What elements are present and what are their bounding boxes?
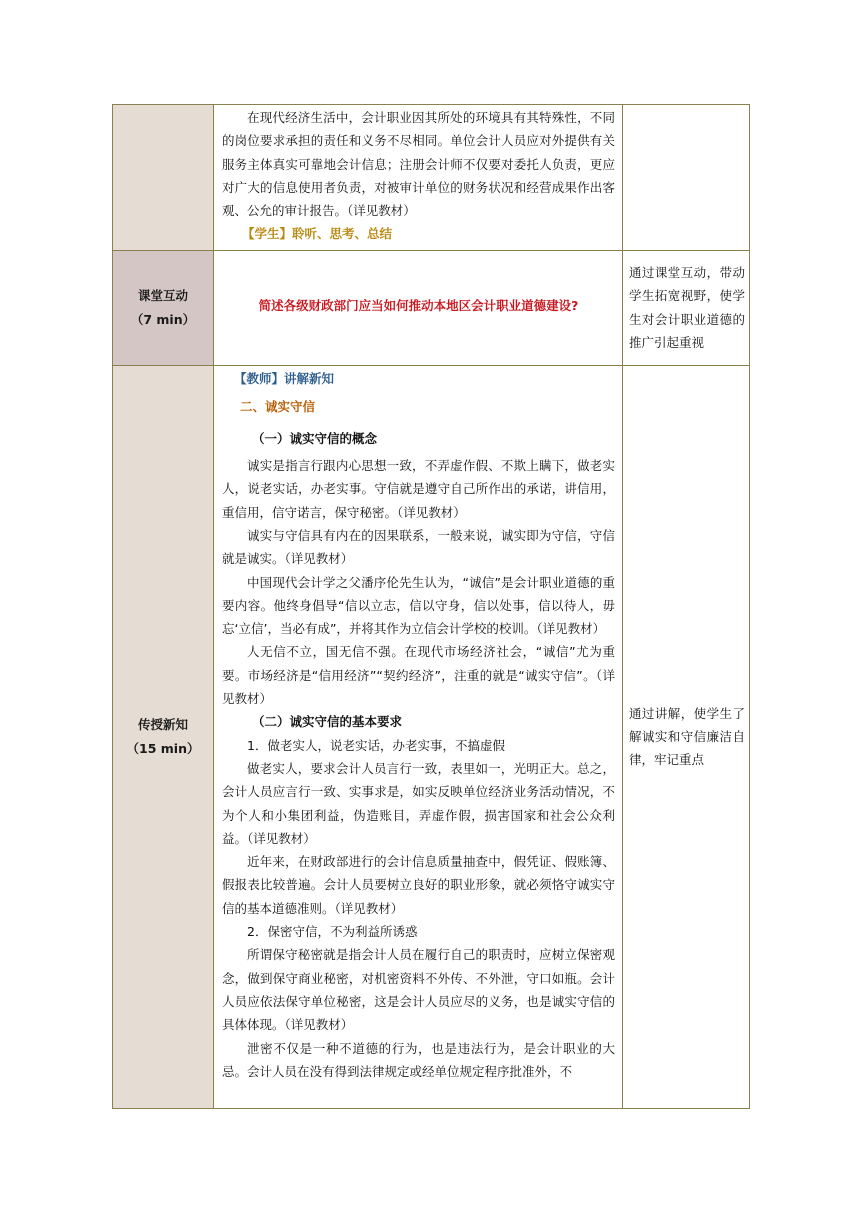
list-item: 1．做老实人，说老实话，办老实事，不搞虚假 [247, 737, 505, 753]
section-label-cell [113, 250, 214, 365]
teaching-note: 通过课堂互动，带动学生拓宽视野，使学生对会计职业道德的推广引起重视 [629, 265, 745, 351]
subheading: （二）诚实守信的基本要求 [252, 714, 403, 730]
content-cell [214, 105, 623, 251]
intro-paragraph: 在现代经济生活中，会计职业因其所处的环境具有其特殊性，不同的岗位要求承担的责任和义务不尽相同。单位会计人员应对外提供有关服务主体真实可靠地会计信息；注册会计师不仅要对委托人负责，更应对广大的信息使用者负责，对被审计单位的财务状况和经营成果作出客观、公允的审计报告。（详见教材） [222, 110, 615, 219]
paragraph: 泄密不仅是一种不道德的行为，也是违法行为，是会计职业的大忌。会计人员在没有得到法律规定或经单位规定程序批准外，不 [222, 1040, 615, 1079]
content-cell [214, 250, 623, 365]
student-tag: 【学生】聆听、思考、总结 [242, 226, 393, 242]
table-row [113, 365, 750, 1108]
paragraph: 所谓保守秘密就是指会计人员在履行自己的职责时，应树立保密观念，做到保守商业秘密，对机密资料不外传、不外泄，守口如瓶。会计人员应依法保守单位秘密，这是会计人员应尽的义务，也是诚实守信的具体体现。（详见教材） [222, 947, 615, 1033]
paragraph: 做老实人，要求会计人员言行一致，表里如一，光明正大。总之，会计人员应言行一致、实事求是，如实反映单位经济业务活动情况，不为个人和小集团利益，伪造账目，弄虚作假，损害国家和社会公众利益。（详见教材） [222, 760, 615, 846]
discussion-question: 简述各级财政部门应当如何推动本地区会计职业道德建设? [258, 298, 579, 314]
list-item: 2．保密守信，不为利益所诱惑 [247, 924, 418, 940]
subheading: （一）诚实守信的概念 [252, 431, 378, 447]
paragraph: 人无信不立，国无信不强。在现代市场经济社会，“诚信”尤为重要。市场经济是“信用经济”“契约经济”，注重的就是“诚实守信”。（详见教材） [222, 644, 615, 707]
teaching-note: 通过讲解，使学生了解诚实和守信廉洁自律，牢记重点 [629, 705, 745, 768]
teacher-tag: 【教师】讲解新知 [234, 370, 335, 386]
section-duration: （15 min） [126, 740, 200, 756]
content-cell [214, 365, 623, 1108]
section-title: 传授新知 [137, 716, 188, 732]
note-cell [623, 105, 750, 251]
lesson-plan-table [112, 104, 750, 1109]
section-duration: （7 min） [130, 311, 196, 327]
section-title: 课堂互动 [137, 287, 188, 303]
paragraph: 诚实是指言行跟内心思想一致，不弄虚作假、不欺上瞒下，做老实人，说老实话，办老实事。守信就是遵守自己所作出的承诺，讲信用，重信用，信守诺言，保守秘密。（详见教材） [222, 458, 615, 520]
section-label-cell [113, 105, 214, 251]
paragraph: 近年来，在财政部进行的会计信息质量抽查中，假凭证、假账簿、假报表比较普遍。会计人员要树立良好的职业形象，就必须恪守诚实守信的基本道德准则。（详见教材） [222, 854, 615, 916]
note-cell [623, 365, 750, 1108]
section-label-cell [113, 365, 214, 1108]
note-cell [623, 250, 750, 365]
table-row [113, 105, 750, 251]
paragraph: 中国现代会计学之父潘序伦先生认为，“诚信”是会计职业道德的重要内容。他终身倡导“信以立志，信以守身，信以处事，信以待人，毋忘‘立信’，当必有成”，并将其作为立信会计学校的校训。（详见教材） [222, 574, 615, 637]
table-row [113, 250, 750, 365]
section-heading: 二、诚实守信 [240, 399, 316, 415]
paragraph: 诚实与守信具有内在的因果联系，一般来说，诚实即为守信，守信就是诚实。（详见教材） [222, 527, 615, 567]
